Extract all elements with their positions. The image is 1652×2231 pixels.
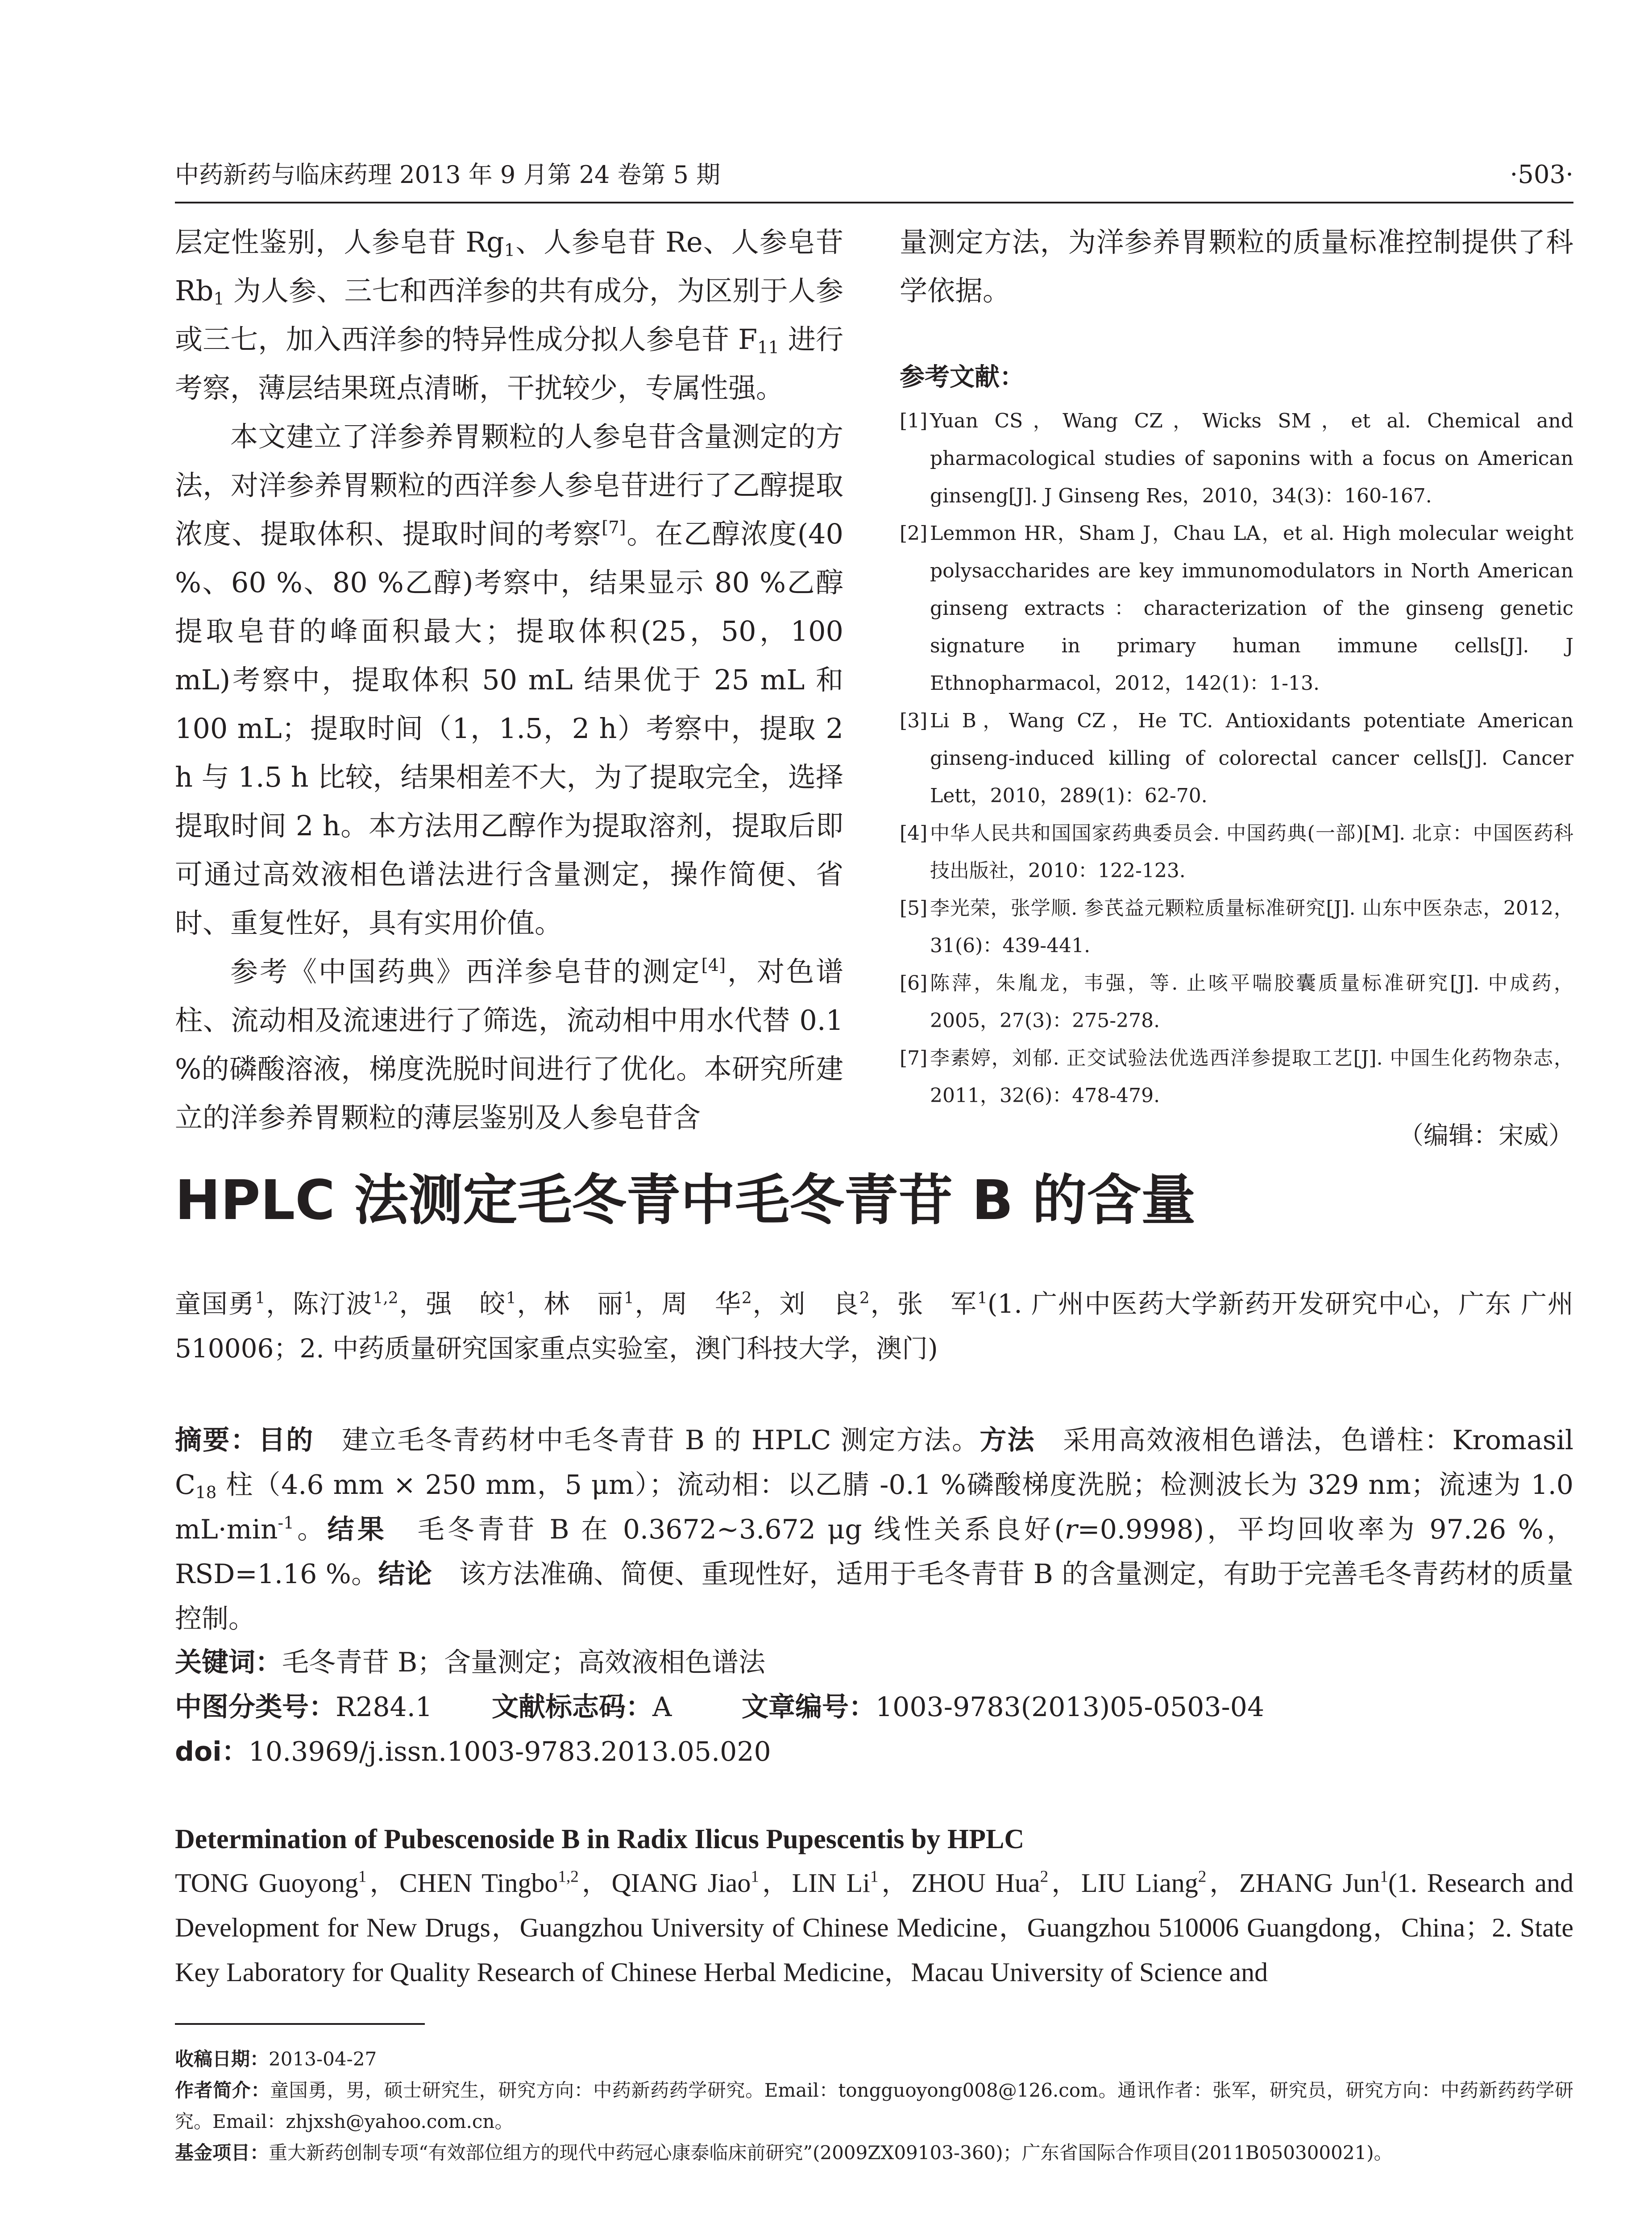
results-text: =0.9998)，平均回收率为 97.26 %，RSD=1.16 %。: [175, 1514, 1574, 1590]
text-run: 、人参皂苷 Re、人参皂苷 Rb: [175, 226, 843, 307]
author-name: ，QIANG Jiao: [578, 1868, 751, 1898]
author-name: 童国勇: [175, 1289, 255, 1319]
funding-value: 重大新药创制专项“有效部位组方的现代中药冠心康泰临床前研究”(2009ZX09103-360)；广东省国际合作项目(2011B050300021)。: [269, 2142, 1393, 2164]
funding-label: 基金项目：: [175, 2142, 269, 2164]
superscript: -1: [278, 1513, 294, 1533]
text-run: 参考《中国药典》西洋参皂苷的测定: [230, 955, 701, 988]
reference-text: Li B，Wang CZ，He TC. Antioxidants potentiate American ginseng-induced killing of colorectal cancer cells[J]. Cancer Lett，2010，289(1)：62-70.: [930, 709, 1573, 807]
affiliation-mark: 2: [1198, 1867, 1207, 1886]
affiliation-mark: 1: [358, 1867, 367, 1886]
editor-credit: （编辑：宋威）: [1399, 1121, 1573, 1150]
reference-item: [900, 890, 1573, 965]
reference-number: [7]: [900, 1047, 928, 1070]
doc-code-item: [492, 1685, 742, 1729]
text-run: 进行考察，薄层结果斑点清晰，干扰较少，专属性强。: [175, 323, 843, 404]
reference-item: [900, 702, 1573, 815]
reference-text: 李素婷，刘郁. 正交试验法优选西洋参提取工艺[J]. 中国生化药物杂志，2011，32(6)：478-479.: [930, 1047, 1573, 1107]
text-run: 为人参、三七和西洋参的共有成分，为区别于人参或三七，加入西洋参的特异性成分拟人参皂苷 F: [175, 274, 843, 356]
affiliation-mark: 1: [870, 1867, 879, 1886]
text-run: ，对色谱柱、流动相及流速进行了筛选，流动相中用水代替 0.1 %的磷酸溶液，梯度洗脱时间进行了优化。本研究所建立的洋参养胃颗粒的薄层鉴别及人参皂苷含: [175, 955, 843, 1134]
clc-value: R284.1: [336, 1692, 432, 1723]
article-id-label: 文章编号：: [742, 1692, 876, 1723]
left-column: [175, 218, 843, 1142]
text-run: 本文建立了洋参养胃颗粒的人参皂苷含量测定的方法，对洋参养胃颗粒的西洋参人参皂苷进行了乙醇提取浓度、提取体积、提取时间的考察: [175, 420, 843, 550]
results-italic-r: r: [1064, 1514, 1078, 1545]
reference-list: [900, 402, 1573, 1115]
text-run: 。在乙醇浓度(40 %、60 %、80 %乙醇)考察中，结果显示 80 %乙醇提取皂苷的峰面积最大；提取体积(25，50，100 mL)考察中，提取体积 50 mL 结果优于 25 mL 和 100 mL；提取时间（1，1.5，2 h）考察中，提取 2 h 与 1.5 h 比较，结果相差不大，为了提取完全，选择提取时间 2 h。本方法用乙醇作为提取溶剂，提取后即可通过高效液相色谱法进行含量测定，操作简便、省时、重复性好，具有实用价值。: [175, 518, 843, 939]
objective-label: 目的: [258, 1425, 314, 1456]
citation-superscript: [4]: [701, 955, 726, 975]
abstract: [175, 1418, 1573, 1641]
affiliation-mark: 1: [623, 1289, 634, 1307]
subscript: 18: [195, 1482, 217, 1502]
reference-item: [900, 402, 1573, 515]
author-info-value: 童国勇，男，硕士研究生，研究方向：中药新药药学研究。Email：tongguoyong008@126.com。通讯作者：张军，研究员，研究方向：中药新药药学研究。Email：zhjxsh@yahoo.com.cn。: [175, 2079, 1573, 2132]
reference-number: [5]: [900, 897, 928, 920]
affiliation-mark: 2: [859, 1289, 870, 1307]
clc-item: [175, 1685, 492, 1729]
english-authors: [175, 1861, 1573, 1995]
article-id-item: [742, 1685, 1264, 1729]
reference-text: 李光荣，张学顺. 参芪益元颗粒质量标准研究[J]. 山东中医杂志，2012，31(6)：439-441.: [930, 897, 1573, 957]
reference-item: [900, 1040, 1573, 1115]
right-para-1: 量测定方法，为洋参养胃颗粒的质量标准控制提供了科学依据。: [900, 226, 1573, 307]
methods-text: 采用高效液相色谱法，色谱柱：Kromasil C: [175, 1425, 1574, 1501]
footnote-author-info: [175, 2075, 1573, 2137]
article-title: HPLC 法测定毛冬青中毛冬青苷 B 的含量: [175, 1169, 1196, 1232]
received-value: 2013-04-27: [269, 2048, 377, 2070]
reference-number: [3]: [900, 709, 928, 732]
doi-label: doi：: [175, 1736, 249, 1767]
header-rule: [175, 202, 1573, 203]
author-name: ，ZHOU Hua: [878, 1868, 1040, 1898]
methods-text: 。: [294, 1514, 328, 1545]
results-text: 毛冬青苷 B 在 0.3672~3.672 μg 线性关系良好(: [414, 1514, 1065, 1545]
affiliation-mark: 1: [255, 1289, 266, 1307]
results-label: 结果: [327, 1514, 388, 1545]
left-para-3: [175, 947, 843, 1142]
reference-number: [4]: [900, 822, 928, 845]
subscript: 11: [757, 337, 780, 358]
doc-code-label: 文献标志码：: [492, 1692, 652, 1723]
footnote-rule: [175, 2023, 425, 2025]
conclusion-label: 结论: [378, 1559, 432, 1590]
affiliation-mark: 1: [977, 1289, 988, 1307]
subscript: 1: [213, 289, 224, 309]
doi-value: 10.3969/j.issn.1003-9783.2013.05.020: [248, 1736, 771, 1767]
received-label: 收稿日期：: [175, 2048, 269, 2070]
reference-item: [900, 965, 1573, 1040]
reference-number: [1]: [900, 410, 928, 432]
author-name: ，LIU Liang: [1048, 1868, 1198, 1898]
doi-line: [175, 1729, 1573, 1774]
left-para-2: [175, 412, 843, 947]
author-affiliation: (1. Research and Development for New Drugs，Guangzhou University of Chinese Medicine，Guangzhou 510006 Guangdong，China；2. State Key Laboratory for Quality Research of Chinese Herbal Medicine，Macau University of Science and: [175, 1868, 1574, 1987]
author-name: ，ZHANG Jun: [1206, 1868, 1380, 1898]
right-column: [900, 218, 1573, 1155]
author-name: ，强 皎: [398, 1289, 506, 1319]
subscript: 1: [504, 240, 515, 261]
keywords: [175, 1640, 1573, 1685]
affiliation-mark: 2: [741, 1289, 752, 1307]
footnote-received: [175, 2044, 1573, 2075]
author-name: ，陈汀波: [265, 1289, 373, 1319]
conclusion-text: 该方法准确、简便、重现性好，适用于毛冬青苷 B 的含量测定，有助于完善毛冬青药材的质量控制。: [175, 1559, 1574, 1634]
footnote-funding: [175, 2137, 1573, 2169]
citation-superscript: [7]: [602, 517, 626, 538]
reference-number: [2]: [900, 522, 928, 545]
author-name: ，刘 良: [751, 1289, 859, 1319]
reference-number: [6]: [900, 972, 928, 995]
affiliation-mark: 1,2: [558, 1867, 579, 1886]
classification-line: [175, 1685, 1573, 1729]
reference-text: 陈萍，朱胤龙，韦强，等. 止咳平喘胶囊质量标准研究[J]. 中成药，2005，27(3)：275-278.: [930, 972, 1573, 1032]
reference-text: Lemmon HR，Sham J，Chau LA，et al. High molecular weight polysaccharides are key immunomodulators in North American ginseng extracts：characterization of the ginseng genetic signature in primary human immune cells[J]. J Ethnopharmacol，2012，142(1)：1-13.: [930, 522, 1573, 695]
left-para-1: [175, 218, 843, 412]
affiliation-mark: 1: [506, 1289, 516, 1307]
affiliation-mark: 2: [1040, 1867, 1049, 1886]
author-name: ，CHEN Tingbo: [366, 1868, 558, 1898]
methods-text: 柱（4.6 mm × 250 mm，5 μm）；流动相：以乙腈 -0.1 %磷酸梯度洗脱；检测波长为 329 nm；流速为 1.0 mL·min: [175, 1469, 1573, 1545]
author-info-label: 作者简介：: [175, 2079, 270, 2101]
references-heading: 参考文献：: [900, 363, 1025, 392]
article-id-value: 1003-9783(2013)05-0503-04: [876, 1692, 1265, 1723]
keywords-text: 毛冬青苷 B；含量测定；高效液相色谱法: [282, 1647, 766, 1678]
methods-label: 方法: [980, 1425, 1035, 1456]
keywords-label: 关键词：: [175, 1647, 282, 1678]
author-name: ，张 军: [869, 1289, 977, 1319]
author-name: ，周 华: [634, 1289, 742, 1319]
reference-text: Yuan CS，Wang CZ，Wicks SM，et al. Chemical and pharmacological studies of saponins with a focus on American ginseng[J]. J Ginseng Res，2010，34(3)：160-167.: [930, 410, 1573, 507]
doc-code-value: A: [652, 1692, 672, 1723]
clc-label: 中图分类号：: [175, 1692, 336, 1723]
english-title: Determination of Pubescenoside B in Radix Ilicus Pupescentis by HPLC: [175, 1824, 1025, 1854]
running-header-journal: 中药新药与临床药理 2013 年 9 月第 24 卷第 5 期: [175, 161, 721, 189]
reference-text: 中华人民共和国国家药典委员会. 中国药典(一部)[M]. 北京：中国医药科技出版社，2010：122-123.: [930, 822, 1573, 882]
page-number: ·503·: [1510, 160, 1573, 189]
abstract-label: 摘要：: [175, 1425, 258, 1456]
reference-item: [900, 815, 1573, 890]
author-affiliation: (1. 广州中医药大学新药开发研究中心，广东 广州 510006；2. 中药质量研究国家重点实验室，澳门科技大学，澳门): [175, 1289, 1573, 1364]
article-authors: [175, 1281, 1573, 1371]
affiliation-mark: 1: [751, 1867, 759, 1886]
objective-text: 建立毛冬青药材中毛冬青苷 B 的 HPLC 测定方法。: [340, 1425, 980, 1456]
reference-item: [900, 515, 1573, 702]
author-name: ，林 丽: [516, 1289, 624, 1319]
author-name: TONG Guoyong: [175, 1868, 358, 1898]
text-run: 层定性鉴别，人参皂苷 Rg: [175, 226, 504, 258]
author-name: ，LIN Li: [759, 1868, 870, 1898]
affiliation-mark: 1: [1380, 1867, 1388, 1886]
affiliation-mark: 1,2: [373, 1289, 398, 1307]
